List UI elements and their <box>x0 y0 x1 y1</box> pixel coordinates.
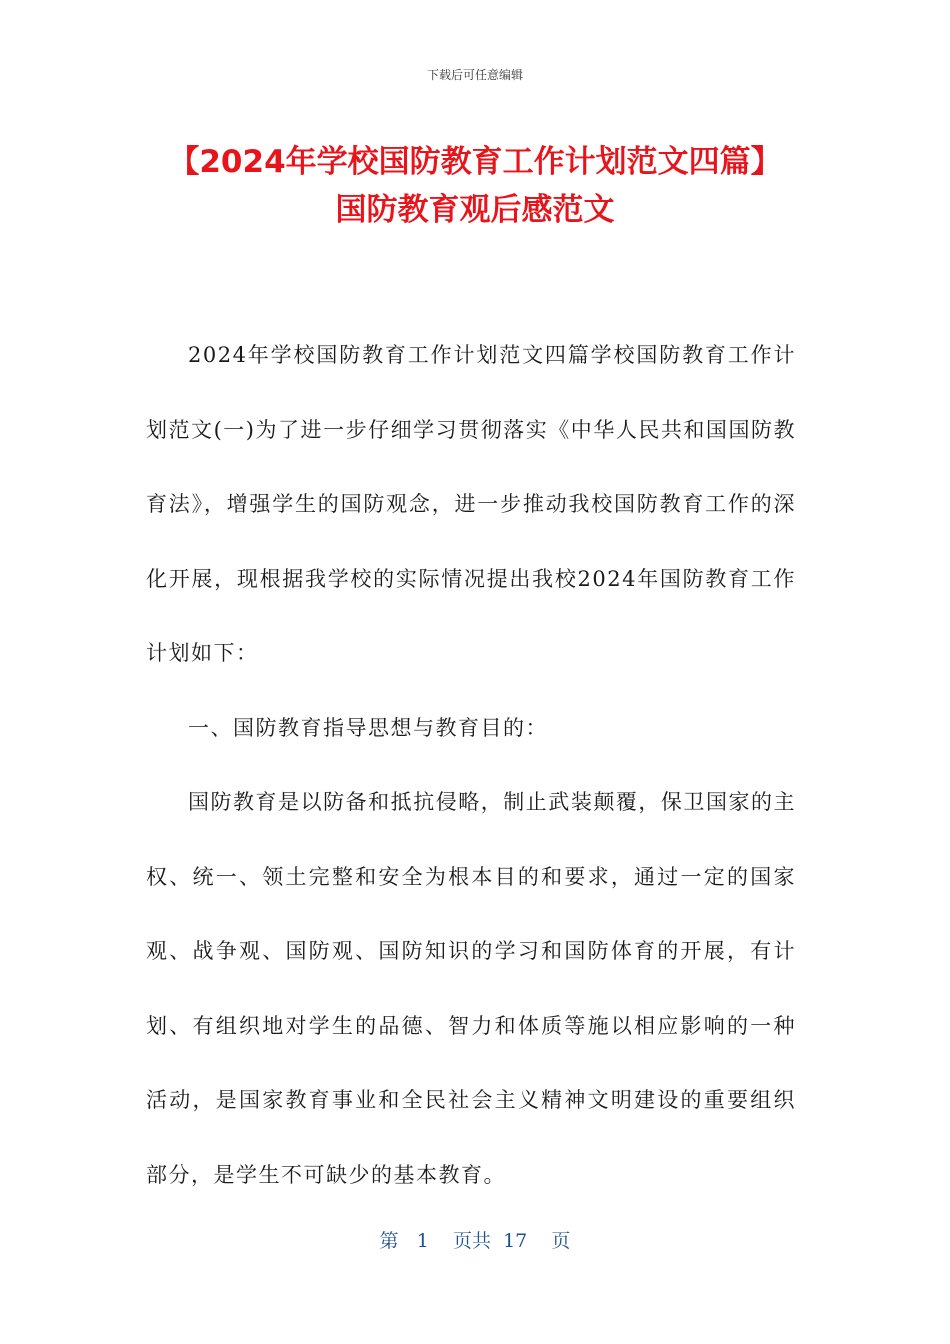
body-paragraph-intro: 2024年学校国防教育工作计划范文四篇学校国防教育工作计划范文(一)为了进一步仔细学习贯彻落实《中华人民共和国国防教育法》，增强学生的国防观念，进一步推动我校国防教育工作的深化开展，现根据我学校的实际情况提出我校2024年国防教育工作计划如下： <box>146 343 796 665</box>
footer-current-page: 1 <box>416 1230 429 1252</box>
document-title <box>100 138 850 234</box>
page-footer <box>0 1226 950 1253</box>
body-paragraph-definition: 国防教育是以防备和抵抗侵略，制止武装颠覆，保卫国家的主权、统一、领土完整和安全为根本目的和要求，通过一定的国家观、战争观、国防观、国防知识的学习和国防体育的开展，有计划、有组织地对学生的品德、智力和体质等施以相应影响的一种活动，是国家教育事业和全民社会主义精神文明建设的重要组织部分，是学生不可缺少的基本教育。 <box>146 790 796 1187</box>
footer-prefix: 第 <box>379 1230 399 1252</box>
document-body <box>146 318 796 1212</box>
page-header-note: 下载后可任意编辑 <box>426 68 523 82</box>
document-title-line-2: 国防教育观后感范文 <box>335 192 615 228</box>
document-title-line-1: 【2024年学校国防教育工作计划范文四篇】 <box>168 144 782 180</box>
footer-middle: 页共 <box>452 1230 491 1252</box>
footer-suffix: 页 <box>551 1230 571 1252</box>
footer-total-pages: 17 <box>503 1230 528 1252</box>
body-paragraph-section-heading: 一、国防教育指导思想与教育目的： <box>188 715 548 740</box>
